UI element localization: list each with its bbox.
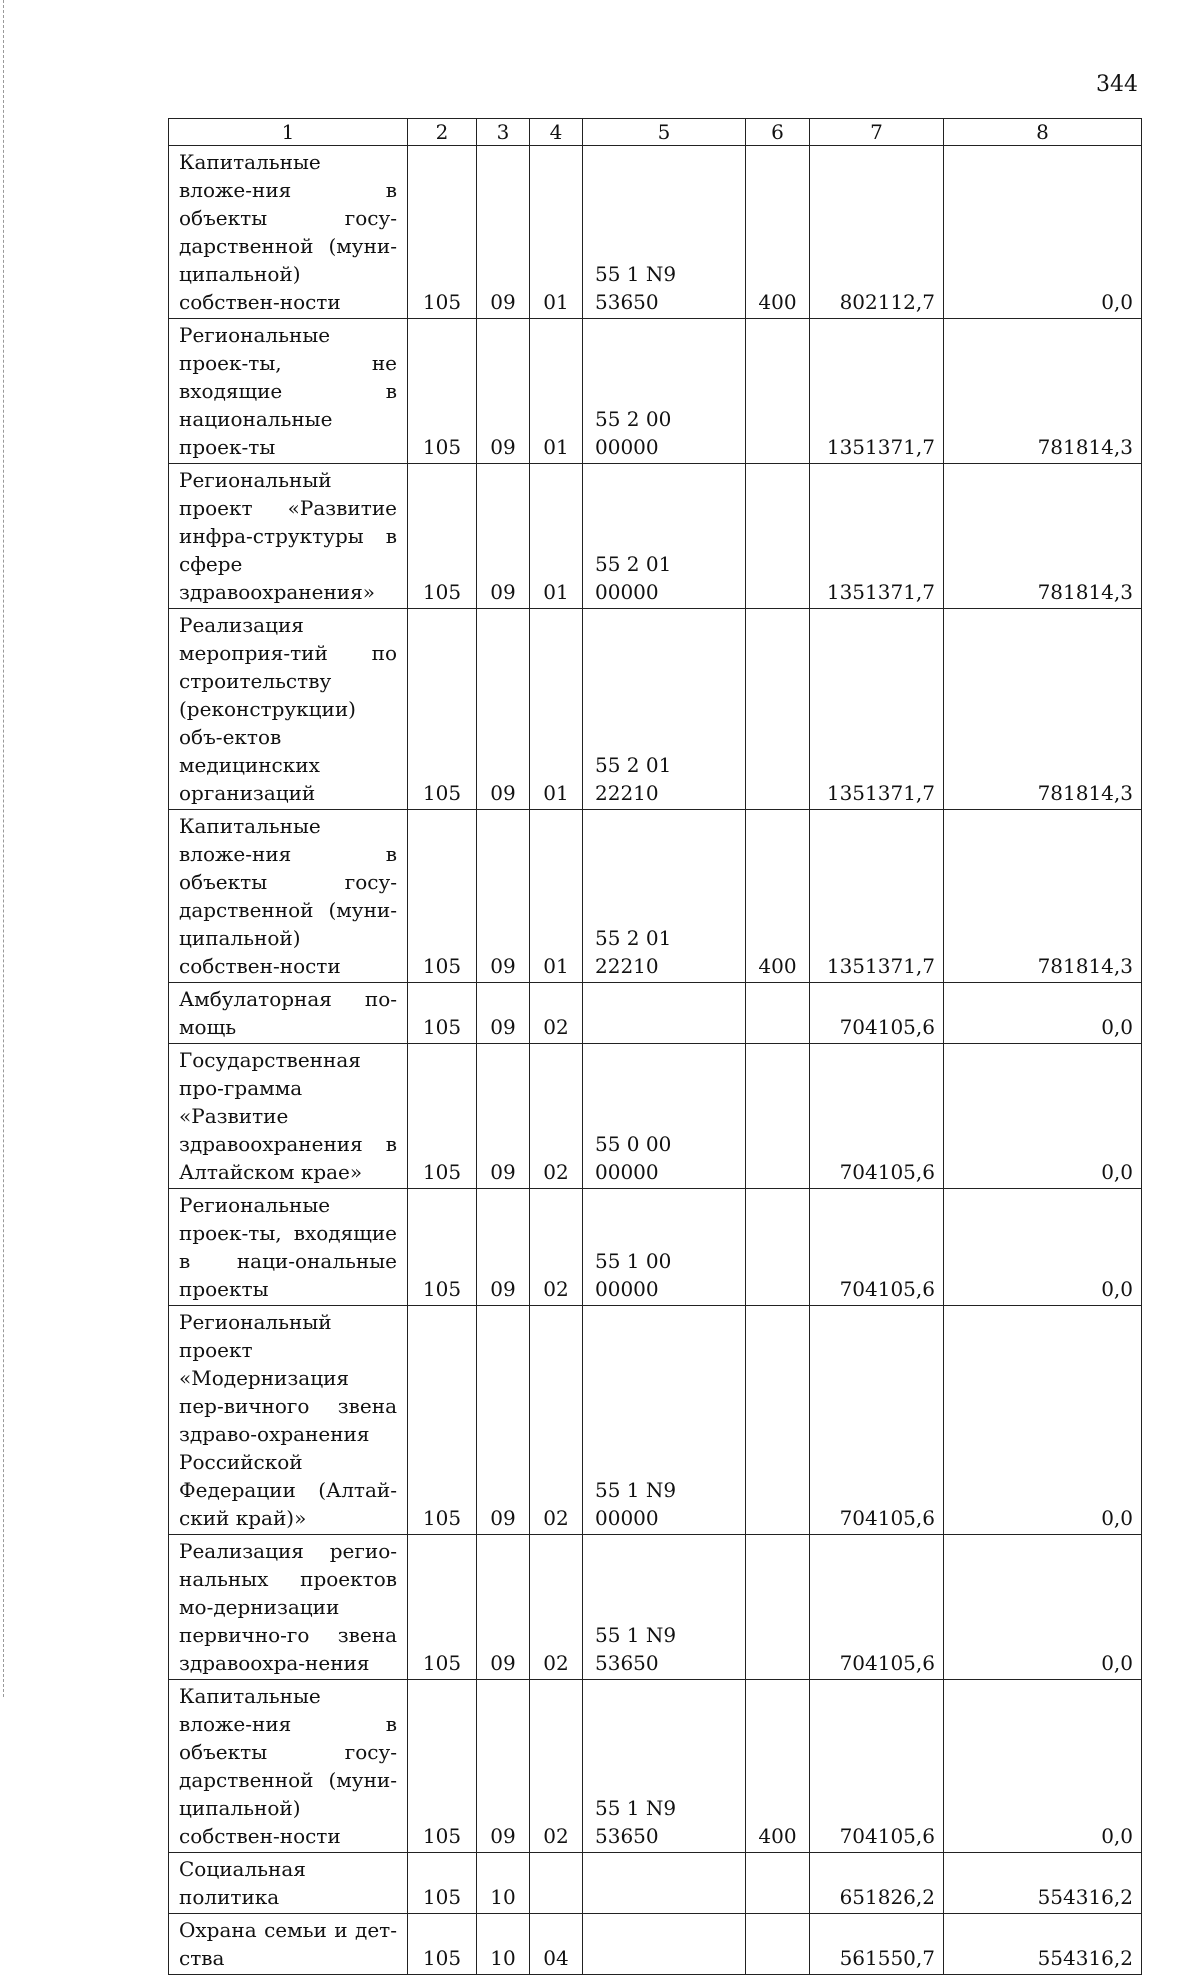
section-code-cell: 09	[477, 1189, 530, 1306]
section-code-cell: 09	[477, 983, 530, 1044]
subsection-code-cell: 02	[530, 983, 583, 1044]
amount-col8-cell: 554316,2	[944, 1914, 1142, 1975]
target-article-cell	[583, 1914, 746, 1975]
target-article-cell: 55 2 01 00000	[583, 464, 746, 609]
column-header: 3	[477, 119, 530, 146]
subsection-code-cell: 01	[530, 146, 583, 319]
expense-type-cell: 400	[746, 146, 810, 319]
amount-col7-cell: 1351371,7	[810, 810, 944, 983]
admin-code-cell: 105	[408, 464, 477, 609]
amount-col7-cell: 704105,6	[810, 1535, 944, 1680]
row-name-cell: Региональный проект «Модернизация пер-вичного звена здраво-охранения Российской Федерации (Алтай-ский край)»	[169, 1306, 408, 1535]
amount-col8-cell: 0,0	[944, 1189, 1142, 1306]
target-article-cell: 55 1 N9 53650	[583, 1535, 746, 1680]
page-number: 344	[1096, 72, 1138, 97]
expense-type-cell	[746, 609, 810, 810]
admin-code-cell: 105	[408, 1189, 477, 1306]
subsection-code-cell: 04	[530, 1914, 583, 1975]
amount-col7-cell: 704105,6	[810, 1306, 944, 1535]
column-header: 4	[530, 119, 583, 146]
amount-col8-cell: 0,0	[944, 1044, 1142, 1189]
section-code-cell: 09	[477, 464, 530, 609]
amount-col8-cell: 0,0	[944, 983, 1142, 1044]
target-article-cell: 55 2 01 22210	[583, 609, 746, 810]
row-name-cell: Региональные проек-ты, не входящие в национальные проек-ты	[169, 319, 408, 464]
row-name-cell: Охрана семьи и дет-ства	[169, 1914, 408, 1975]
row-name-cell: Капитальные вложе-ния в объекты госу-дарственной (муни-ципальной) собствен-ности	[169, 1680, 408, 1853]
row-name-cell: Капитальные вложе-ния в объекты госу-дарственной (муни-ципальной) собствен-ности	[169, 146, 408, 319]
admin-code-cell: 105	[408, 1044, 477, 1189]
target-article-cell	[583, 1853, 746, 1914]
table-row	[169, 1680, 1142, 1853]
amount-col7-cell: 1351371,7	[810, 464, 944, 609]
expense-type-cell	[746, 319, 810, 464]
amount-col8-cell: 781814,3	[944, 464, 1142, 609]
amount-col8-cell: 0,0	[944, 1535, 1142, 1680]
amount-col7-cell: 561550,7	[810, 1914, 944, 1975]
subsection-code-cell: 01	[530, 810, 583, 983]
admin-code-cell: 105	[408, 1306, 477, 1535]
table-row	[169, 1914, 1142, 1975]
subsection-code-cell: 02	[530, 1306, 583, 1535]
row-name-cell: Государственная про-грамма «Развитие здравоохранения в Алтайском крае»	[169, 1044, 408, 1189]
table-row	[169, 1853, 1142, 1914]
column-header: 1	[169, 119, 408, 146]
admin-code-cell: 105	[408, 810, 477, 983]
expense-type-cell	[746, 1189, 810, 1306]
table-row	[169, 146, 1142, 319]
row-name-cell: Капитальные вложе-ния в объекты госу-дарственной (муни-ципальной) собствен-ности	[169, 810, 408, 983]
subsection-code-cell: 01	[530, 609, 583, 810]
amount-col7-cell: 802112,7	[810, 146, 944, 319]
section-code-cell: 09	[477, 609, 530, 810]
admin-code-cell: 105	[408, 983, 477, 1044]
amount-col7-cell: 704105,6	[810, 1044, 944, 1189]
table-row	[169, 464, 1142, 609]
scan-edge-line	[3, 0, 4, 1697]
subsection-code-cell: 02	[530, 1189, 583, 1306]
budget-table	[168, 118, 1142, 1975]
admin-code-cell: 105	[408, 146, 477, 319]
table-row	[169, 319, 1142, 464]
target-article-cell: 55 1 00 00000	[583, 1189, 746, 1306]
section-code-cell: 10	[477, 1914, 530, 1975]
expense-type-cell	[746, 983, 810, 1044]
amount-col7-cell: 704105,6	[810, 983, 944, 1044]
column-header: 7	[810, 119, 944, 146]
row-name-cell: Реализация регио-нальных проектов мо-дернизации первично-го звена здравоохра-нения	[169, 1535, 408, 1680]
table-row	[169, 1306, 1142, 1535]
row-name-cell: Реализация мероприя-тий по строительству (реконструкции) объ-ектов медицинских организаций	[169, 609, 408, 810]
row-name-cell: Амбулаторная по-мощь	[169, 983, 408, 1044]
expense-type-cell	[746, 1306, 810, 1535]
table-row	[169, 609, 1142, 810]
expense-type-cell: 400	[746, 1680, 810, 1853]
amount-col8-cell: 781814,3	[944, 609, 1142, 810]
section-code-cell: 09	[477, 319, 530, 464]
target-article-cell: 55 1 N9 53650	[583, 146, 746, 319]
target-article-cell: 55 2 01 22210	[583, 810, 746, 983]
column-header: 6	[746, 119, 810, 146]
amount-col8-cell: 0,0	[944, 1680, 1142, 1853]
subsection-code-cell	[530, 1853, 583, 1914]
section-code-cell: 09	[477, 1680, 530, 1853]
admin-code-cell: 105	[408, 1535, 477, 1680]
expense-type-cell	[746, 1535, 810, 1680]
amount-col8-cell: 781814,3	[944, 810, 1142, 983]
amount-col8-cell: 781814,3	[944, 319, 1142, 464]
amount-col8-cell: 0,0	[944, 146, 1142, 319]
row-name-cell: Социальная политика	[169, 1853, 408, 1914]
section-code-cell: 09	[477, 146, 530, 319]
amount-col7-cell: 1351371,7	[810, 609, 944, 810]
subsection-code-cell: 01	[530, 464, 583, 609]
expense-type-cell	[746, 464, 810, 609]
table-row	[169, 810, 1142, 983]
admin-code-cell: 105	[408, 1853, 477, 1914]
subsection-code-cell: 02	[530, 1680, 583, 1853]
subsection-code-cell: 02	[530, 1044, 583, 1189]
amount-col8-cell: 0,0	[944, 1306, 1142, 1535]
row-name-cell: Региональные проек-ты, входящие в наци-ональные проекты	[169, 1189, 408, 1306]
expense-type-cell	[746, 1044, 810, 1189]
column-header: 8	[944, 119, 1142, 146]
row-name-cell: Региональный проект «Развитие инфра-структуры в сфере здравоохранения»	[169, 464, 408, 609]
amount-col8-cell: 554316,2	[944, 1853, 1142, 1914]
expense-type-cell	[746, 1914, 810, 1975]
column-header: 5	[583, 119, 746, 146]
expense-type-cell: 400	[746, 810, 810, 983]
column-header: 2	[408, 119, 477, 146]
admin-code-cell: 105	[408, 1680, 477, 1853]
section-code-cell: 09	[477, 1535, 530, 1680]
target-article-cell	[583, 983, 746, 1044]
subsection-code-cell: 02	[530, 1535, 583, 1680]
table-row	[169, 1189, 1142, 1306]
target-article-cell: 55 1 N9 00000	[583, 1306, 746, 1535]
amount-col7-cell: 704105,6	[810, 1680, 944, 1853]
table-row	[169, 983, 1142, 1044]
table-body	[169, 146, 1142, 1975]
section-code-cell: 10	[477, 1853, 530, 1914]
target-article-cell: 55 2 00 00000	[583, 319, 746, 464]
table-row	[169, 1044, 1142, 1189]
admin-code-cell: 105	[408, 319, 477, 464]
section-code-cell: 09	[477, 1306, 530, 1535]
section-code-cell: 09	[477, 810, 530, 983]
amount-col7-cell: 651826,2	[810, 1853, 944, 1914]
target-article-cell: 55 0 00 00000	[583, 1044, 746, 1189]
section-code-cell: 09	[477, 1044, 530, 1189]
amount-col7-cell: 704105,6	[810, 1189, 944, 1306]
target-article-cell: 55 1 N9 53650	[583, 1680, 746, 1853]
admin-code-cell: 105	[408, 1914, 477, 1975]
amount-col7-cell: 1351371,7	[810, 319, 944, 464]
table-header-row	[169, 119, 1142, 146]
subsection-code-cell: 01	[530, 319, 583, 464]
expense-type-cell	[746, 1853, 810, 1914]
admin-code-cell: 105	[408, 609, 477, 810]
table-row	[169, 1535, 1142, 1680]
